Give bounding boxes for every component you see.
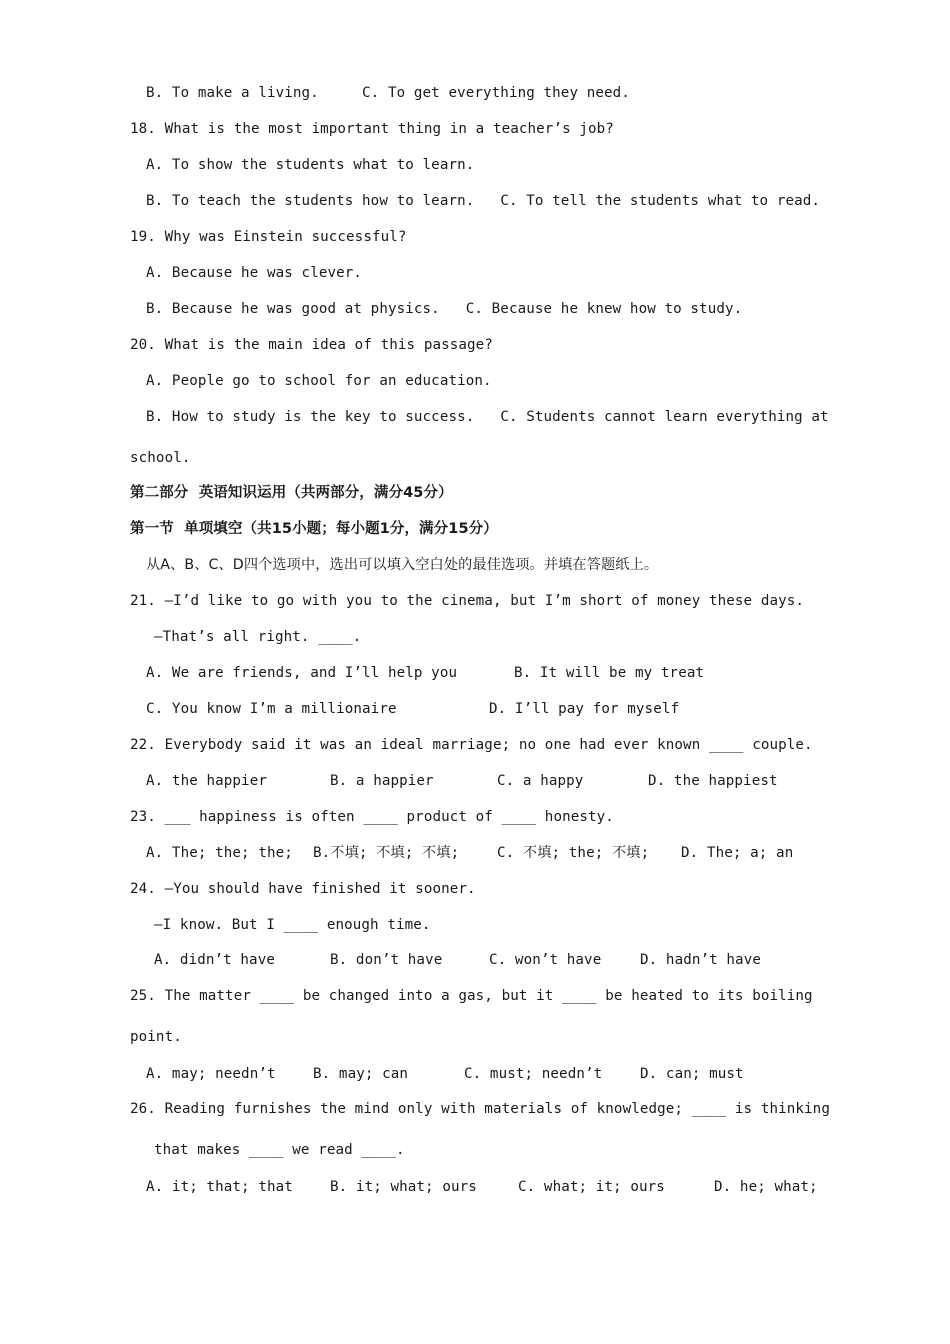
q24-option-c: C. won’t have	[489, 952, 602, 968]
q26-stem-cont: that makes ____ we read ____.	[154, 1142, 405, 1158]
q19-option-a: A. Because he was clever.	[146, 265, 363, 281]
q25-option-c: C. must; needn’t	[464, 1066, 603, 1082]
q24-stem: 24. —You should have finished it sooner.	[130, 881, 476, 897]
q23-stem: 23. ___ happiness is often ____ product of ____ honesty.	[130, 809, 614, 825]
q20-option-a: A. People go to school for an education.	[146, 373, 492, 389]
part-two-heading: 第二部分 英语知识运用（共两部分，满分45分）	[130, 485, 453, 501]
q24-reply: —I know. But I ____ enough time.	[154, 917, 431, 933]
q19-stem: 19. Why was Einstein successful?	[130, 229, 407, 245]
q21-option-b: B. It will be my treat	[514, 665, 705, 681]
q24-option-a: A. didn’t have	[154, 952, 275, 968]
q21-stem: 21. —I’d like to go with you to the cinema, but I’m short of money these days.	[130, 593, 805, 609]
q25-option-b: B. may; can	[313, 1066, 409, 1082]
q22-stem: 22. Everybody said it was an ideal marriage; no one had ever known ____ couple.	[130, 737, 813, 753]
q26-stem: 26. Reading furnishes the mind only with materials of knowledge; ____ is thinking	[130, 1101, 830, 1117]
q20-stem: 20. What is the main idea of this passage?	[130, 337, 493, 353]
q22-option-c: C. a happy	[497, 773, 584, 789]
q23-option-a: A. The; the; the;	[146, 845, 293, 861]
q21-reply: —That’s all right. ____.	[154, 629, 362, 645]
section-one-heading: 第一节 单项填空（共15小题；每小题1分，满分15分）	[130, 521, 498, 537]
q22-option-b: B. a happier	[330, 773, 434, 789]
q18-stem: 18. What is the most important thing in a teacher’s job?	[130, 121, 614, 137]
q20-options-bc-cont: school.	[130, 450, 191, 466]
q23-option-b: B.不填; 不填; 不填;	[313, 845, 460, 861]
q21-option-d: D. I’ll pay for myself	[489, 701, 680, 717]
q21-option-c: C. You know I’m a millionaire	[146, 701, 397, 717]
q24-option-b: B. don’t have	[330, 952, 443, 968]
q25-option-d: D. can; must	[640, 1066, 744, 1082]
section-instructions: 从A、B、C、D四个选项中，选出可以填入空白处的最佳选项。并填在答题纸上。	[146, 557, 659, 573]
q23-option-d: D. The; a; an	[681, 845, 794, 861]
q25-option-a: A. may; needn’t	[146, 1066, 276, 1082]
q18-options-bc: B. To teach the students how to learn. C. To tell the students what to read.	[146, 193, 821, 209]
q24-option-d: D. hadn’t have	[640, 952, 761, 968]
q22-option-a: A. the happier	[146, 773, 267, 789]
q22-option-d: D. the happiest	[648, 773, 778, 789]
q25-stem: 25. The matter ____ be changed into a gas, but it ____ be heated to its boiling	[130, 988, 813, 1004]
q17-options-bc: B. To make a living. C. To get everything they need.	[146, 85, 630, 101]
q23-option-c: C. 不填; the; 不填;	[497, 845, 650, 861]
q26-option-a: A. it; that; that	[146, 1179, 293, 1195]
q26-option-d: D. he; what;	[714, 1179, 818, 1195]
q21-option-a: A. We are friends, and I’ll help you	[146, 665, 458, 681]
q26-option-b: B. it; what; ours	[330, 1179, 477, 1195]
q19-options-bc: B. Because he was good at physics. C. Because he knew how to study.	[146, 301, 743, 317]
q20-options-bc: B. How to study is the key to success. C. Students cannot learn everything at	[146, 409, 829, 425]
q26-option-c: C. what; it; ours	[518, 1179, 665, 1195]
q18-option-a: A. To show the students what to learn.	[146, 157, 475, 173]
q25-stem-cont: point.	[130, 1029, 182, 1045]
